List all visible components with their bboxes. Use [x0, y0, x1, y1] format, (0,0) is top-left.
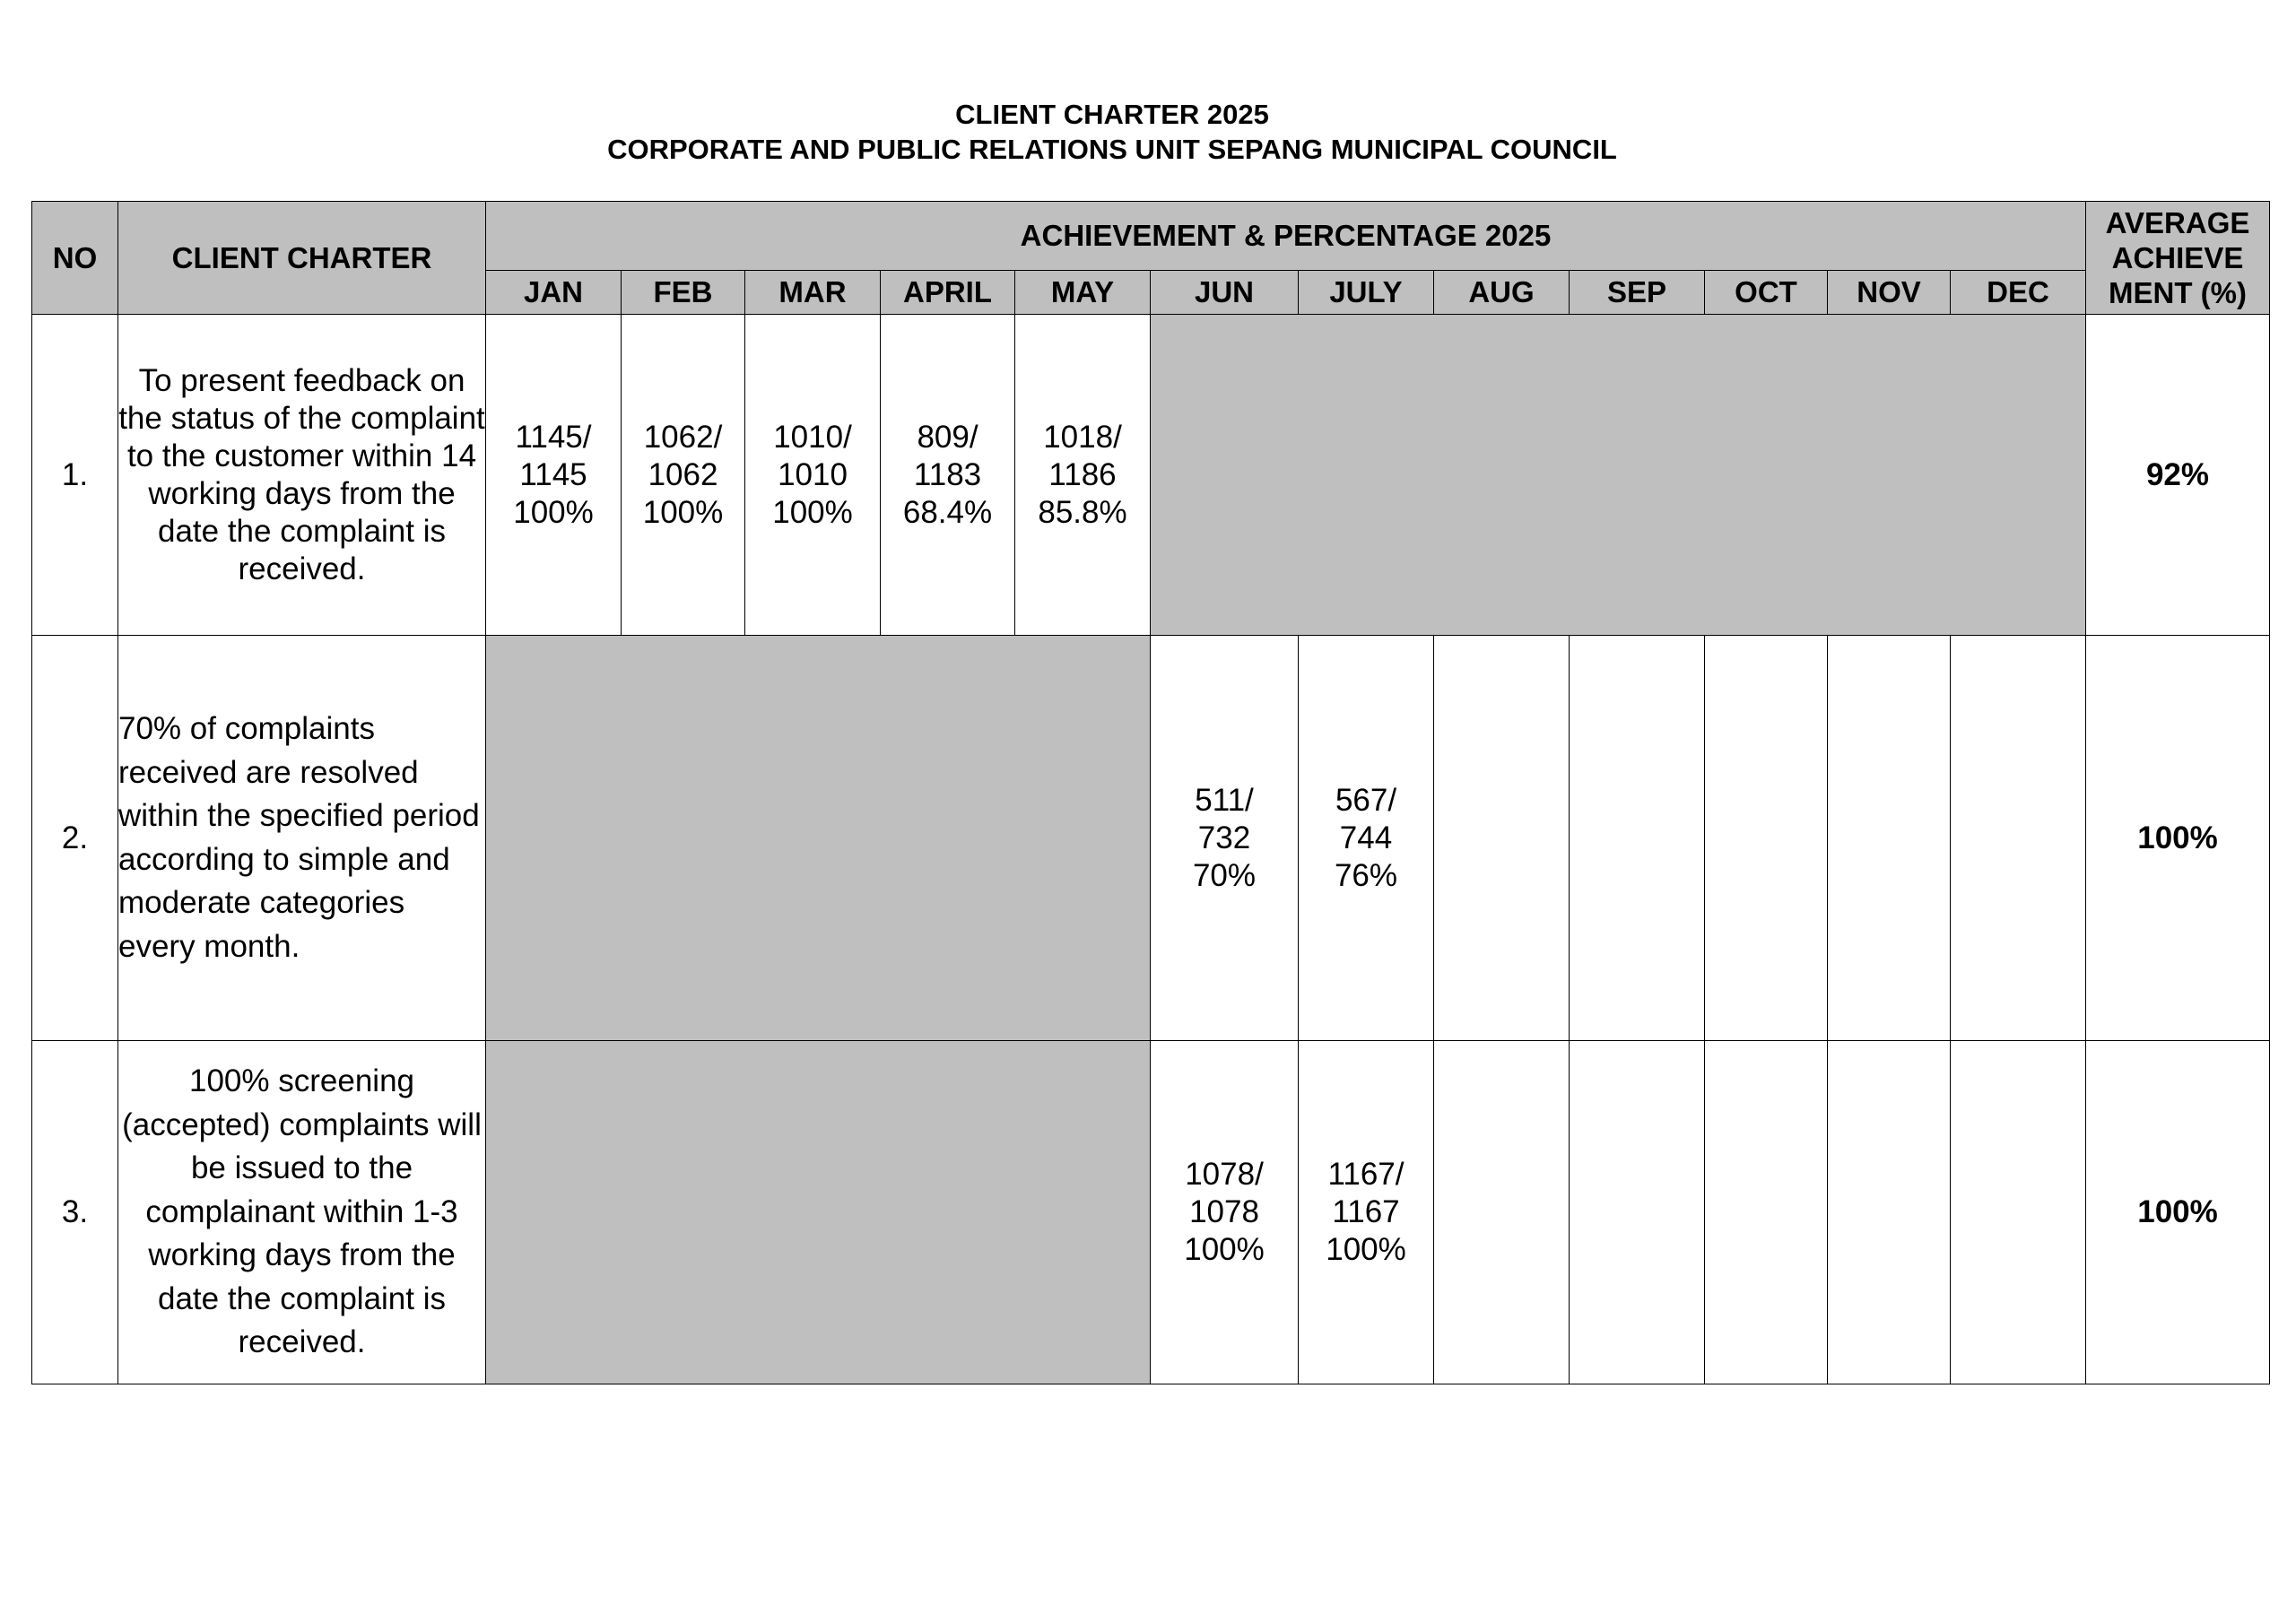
value-cell-nov [1828, 1041, 1951, 1384]
table-row [32, 315, 2270, 636]
header-achievement: ACHIEVEMENT & PERCENTAGE 2025 [486, 202, 2086, 271]
value-achieved: 1078/ [1185, 1157, 1264, 1192]
header-month-feb: FEB [622, 271, 745, 315]
value-total: 1186 [1048, 456, 1117, 492]
table-row [32, 636, 2270, 1041]
header-average-achievement [2086, 202, 2270, 315]
row-number: 3. [32, 1041, 118, 1384]
header-month-oct: OCT [1705, 271, 1828, 315]
header-month-sep: SEP [1570, 271, 1705, 315]
header-average-line-2: ACHIEVE [2111, 241, 2244, 274]
header-month-dec: DEC [1951, 271, 2086, 315]
shaded-not-applicable-cell [486, 636, 1151, 1041]
charter-description: To present feedback on the status of the complaint to the customer within 14 working days from the date the complaint is received. [118, 315, 486, 636]
value-achieved: 1018/ [1043, 419, 1122, 455]
value-cell-feb [622, 315, 745, 636]
header-month-may: MAY [1015, 271, 1151, 315]
value-percent: 100% [1184, 1232, 1265, 1267]
value-cell-july [1299, 1041, 1434, 1384]
value-cell-oct [1705, 1041, 1828, 1384]
shaded-not-applicable-cell [486, 1041, 1151, 1384]
average-achievement-value: 92% [2086, 315, 2270, 636]
value-cell-dec [1951, 636, 2086, 1041]
value-cell-sep [1570, 636, 1705, 1041]
value-cell-oct [1705, 636, 1828, 1041]
value-cell-aug [1434, 1041, 1570, 1384]
value-percent: 85.8% [1038, 494, 1127, 530]
value-total: 1145 [519, 456, 587, 492]
value-achieved: 1062/ [643, 419, 723, 455]
value-total: 1183 [913, 456, 982, 492]
value-cell-mar [745, 315, 881, 636]
value-cell-jan [486, 315, 622, 636]
value-total: 744 [1339, 820, 1393, 855]
average-achievement-value: 100% [2086, 1041, 2270, 1384]
title-line-1: CLIENT CHARTER 2025 [955, 99, 1269, 130]
value-cell-dec [1951, 1041, 2086, 1384]
value-percent: 100% [642, 494, 724, 530]
row-number: 1. [32, 315, 118, 636]
value-cell-may [1015, 315, 1151, 636]
header-average-line-3: MENT (%) [2109, 276, 2247, 309]
value-total: 732 [1197, 820, 1251, 855]
value-achieved: 809/ [917, 419, 978, 455]
header-average-line-1: AVERAGE [2105, 206, 2250, 239]
document-title [0, 97, 2224, 167]
value-cell-sep [1570, 1041, 1705, 1384]
header-month-jun: JUN [1151, 271, 1299, 315]
value-total: 1010 [778, 456, 848, 492]
value-achieved: 511/ [1195, 782, 1254, 818]
value-cell-jun [1151, 1041, 1299, 1384]
value-achieved: 1010/ [773, 419, 852, 455]
value-percent: 100% [513, 494, 594, 530]
value-cell-july [1299, 636, 1434, 1041]
title-line-2: CORPORATE AND PUBLIC RELATIONS UNIT SEPANG MUNICIPAL COUNCIL [607, 134, 1617, 165]
value-percent: 100% [772, 494, 853, 530]
row-number: 2. [32, 636, 118, 1041]
value-percent: 100% [1326, 1232, 1406, 1267]
header-month-april: APRIL [881, 271, 1015, 315]
header-client-charter: CLIENT CHARTER [118, 202, 486, 315]
value-cell-nov [1828, 636, 1951, 1041]
value-cell-april [881, 315, 1015, 636]
value-percent: 76% [1334, 857, 1398, 893]
value-total: 1062 [648, 456, 718, 492]
charter-description: 70% of complaints received are resolved within the specified period according to simple and moderate categories every month. [118, 636, 486, 1041]
value-achieved: 567/ [1335, 782, 1397, 818]
client-charter-table [31, 201, 2270, 1384]
header-month-nov: NOV [1828, 271, 1951, 315]
shaded-not-applicable-cell [1151, 315, 2086, 636]
average-achievement-value: 100% [2086, 636, 2270, 1041]
value-total: 1078 [1189, 1194, 1259, 1229]
charter-description: 100% screening (accepted) complaints will be issued to the complainant within 1-3 working days from the date the complaint is received. [118, 1041, 486, 1384]
header-month-aug: AUG [1434, 271, 1570, 315]
value-cell-jun [1151, 636, 1299, 1041]
header-month-mar: MAR [745, 271, 881, 315]
value-percent: 68.4% [902, 494, 993, 530]
header-month-july: JULY [1299, 271, 1434, 315]
value-total: 1167 [1332, 1194, 1400, 1229]
header-month-jan: JAN [486, 271, 622, 315]
value-achieved: 1145/ [515, 419, 592, 455]
value-percent: 70% [1192, 857, 1257, 893]
value-cell-aug [1434, 636, 1570, 1041]
table-row [32, 1041, 2270, 1384]
value-achieved: 1167/ [1327, 1157, 1405, 1192]
header-no: NO [32, 202, 118, 315]
